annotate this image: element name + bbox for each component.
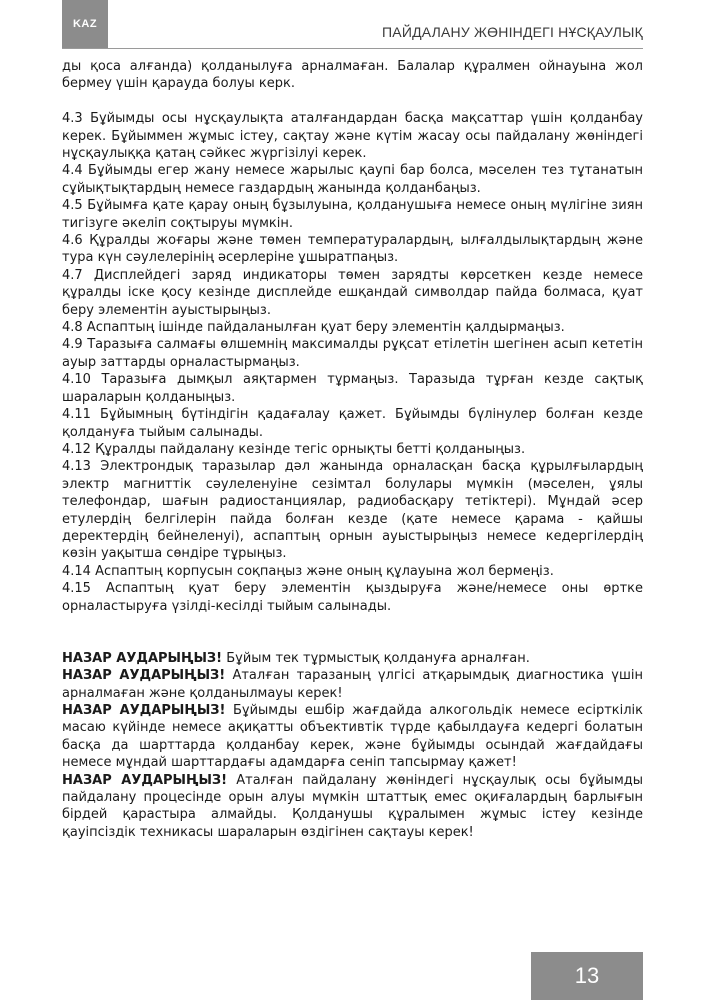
warning-label: НАЗАР АУДАРЫҢЫЗ! [62,668,226,684]
document-body [62,58,643,841]
instruction-item-4-13: 4.13 Электрондық таразылар дәл жанында орналасқан басқа құрылғылардың электр магниттік сәулеленуіне сезімтал болулары мүмкін (мәселен, ұялы телефондар, шағын радиостанциялар, радиобасқару тетіктері). Мұндай әсер етулердің белгілерін пайда болған кезде (қате немесе қарама - қайшы деректердің бейнеленуі), аспаптың орнын ауыстырыңыз немесе кедергілердің көзін уақытша сөндіре тұрыңыз. [62,459,643,562]
warning-paragraph [62,667,643,702]
instruction-item-4-10: 4.10 Таразыға дымқыл аяқтармен тұрмаңыз. Таразыда тұрған кезде сақтық шараларын қолданыңыз. [62,372,643,405]
warning-paragraph [62,650,643,667]
instruction-item-4-3: 4.3 Бұйымды осы нұсқаулықта аталғандардан басқа мақсаттар үшін қолданбау керек. Бұйыммен жұмыс істеу, сақтау және күтім жасау осы пайдалану жөніндегі нұсқаулыққа қатаң сәйкес жүргізілуі керек. [62,111,643,162]
instruction-item-4-12: 4.12 Құралды пайдалану кезінде тегіс орнықты бетті қолданыңыз. [62,441,526,457]
page-number-box [531,952,643,1000]
warning-paragraph [62,772,643,842]
instruction-item-4-9: 4.9 Таразыға салмағы өлшемнің максималды рұқсат етілетін шегінен асып кететін ауыр заттарды орналастырмаңыз. [62,337,643,370]
instruction-item-4-6: 4.6 Құралды жоғары және төмен температуралардың, ылғалдылықтардың және тура күн сәулелерінің әсерлеріне ұшыратпаңыз. [62,233,643,266]
paragraph-gap [62,93,643,110]
instruction-item-4-5: 4.5 Бұйымға қате қарау оның бұзылуына, қолданушыға немесе оның мүлігіне зиян тигізуге әкеліп соқтыруы мүмкін. [62,198,643,231]
page-header-title: ПАЙДАЛАНУ ЖӨНІНДЕГІ НҰСҚАУЛЫҚ [382,24,643,40]
page-number: 13 [574,963,600,988]
instruction-item-4-14: 4.14 Аспаптың корпусын соқпаңыз және оның құлауына жол бермеңіз. [62,563,554,579]
warning-text: Бұйым тек тұрмыстық қолдануға арналған. [222,650,530,666]
instruction-item-4-8: 4.8 Аспаптың ішінде пайдаланылған қуат беру элементін қалдырмаңыз. [62,320,565,336]
instruction-item-4-15: 4.15 Аспаптың қуат беру элементін қыздыруға және/немесе оны өртке орналастыруға үзілді-кесілді тыйым салынады. [62,581,643,614]
warning-label: НАЗАР АУДАРЫҢЫЗ! [62,702,226,718]
header-divider [62,48,643,49]
warning-text: Бұйымды ешбір жағдайда алкогольдік немесе есірткілік масаю күйінде немесе ақиқатты объективтік түрде қабылдауға кедергі болатын басқа да шарттарда қолданбау керек, және бұйымды осындай жағдайдағы немесе мұндай шарттардағы адамдарға сеніп тапсырмау қажет! [62,702,644,771]
instruction-item-4-4: 4.4 Бұйымды егер жану немесе жарылыс қаупі бар болса, мәселен тез тұтанатын сұйықтықтардың немесе газдардың жанында қолданбаңыз. [62,163,643,196]
language-tab [62,0,108,48]
intro-paragraph: ды қоса алғанда) қолданылуға арналмаған. Балалар құралмен ойнауына жол бермеу үшін қарауда болуы керк. [62,59,643,92]
instruction-item-4-11: 4.11 Бұйымның бүтіндігін қадағалау қажет. Бұйымды бүлінулер болған кезде қолдануға тыйым салынады. [62,407,643,440]
language-code: KAZ [72,18,98,30]
warning-text: Аталған таразаның үлгісі атқарымдық диагностика үшін арналмаған және қолданылмауы керек! [62,668,643,701]
warning-label: НАЗАР АУДАРЫҢЫЗ! [62,772,228,788]
paragraph-gap [62,632,643,649]
warning-text: Аталған пайдалану жөніндегі нұсқаулық осы бұйымды пайдалану процесінде орын алуы мүмкін штаттық емес оқиғалардың барлығын бірдей қарастыра алмайды. Қолданушы құралымен жұмыс істеу кезінде қауіпсіздік техникасы шараларын өздігінен сақтауы керек! [62,772,644,840]
warning-label: НАЗАР АУДАРЫҢЫЗ! [62,650,223,666]
instruction-item-4-7: 4.7 Дисплейдегі заряд индикаторы төмен зарядты көрсеткен кезде немесе құралды іске қосу кезінде дисплейде ешқандай символдар пайда болмаса, қуат беру элементін ауыстырыңыз. [62,267,643,318]
warning-paragraph [62,702,643,772]
paragraph-gap [62,615,643,632]
